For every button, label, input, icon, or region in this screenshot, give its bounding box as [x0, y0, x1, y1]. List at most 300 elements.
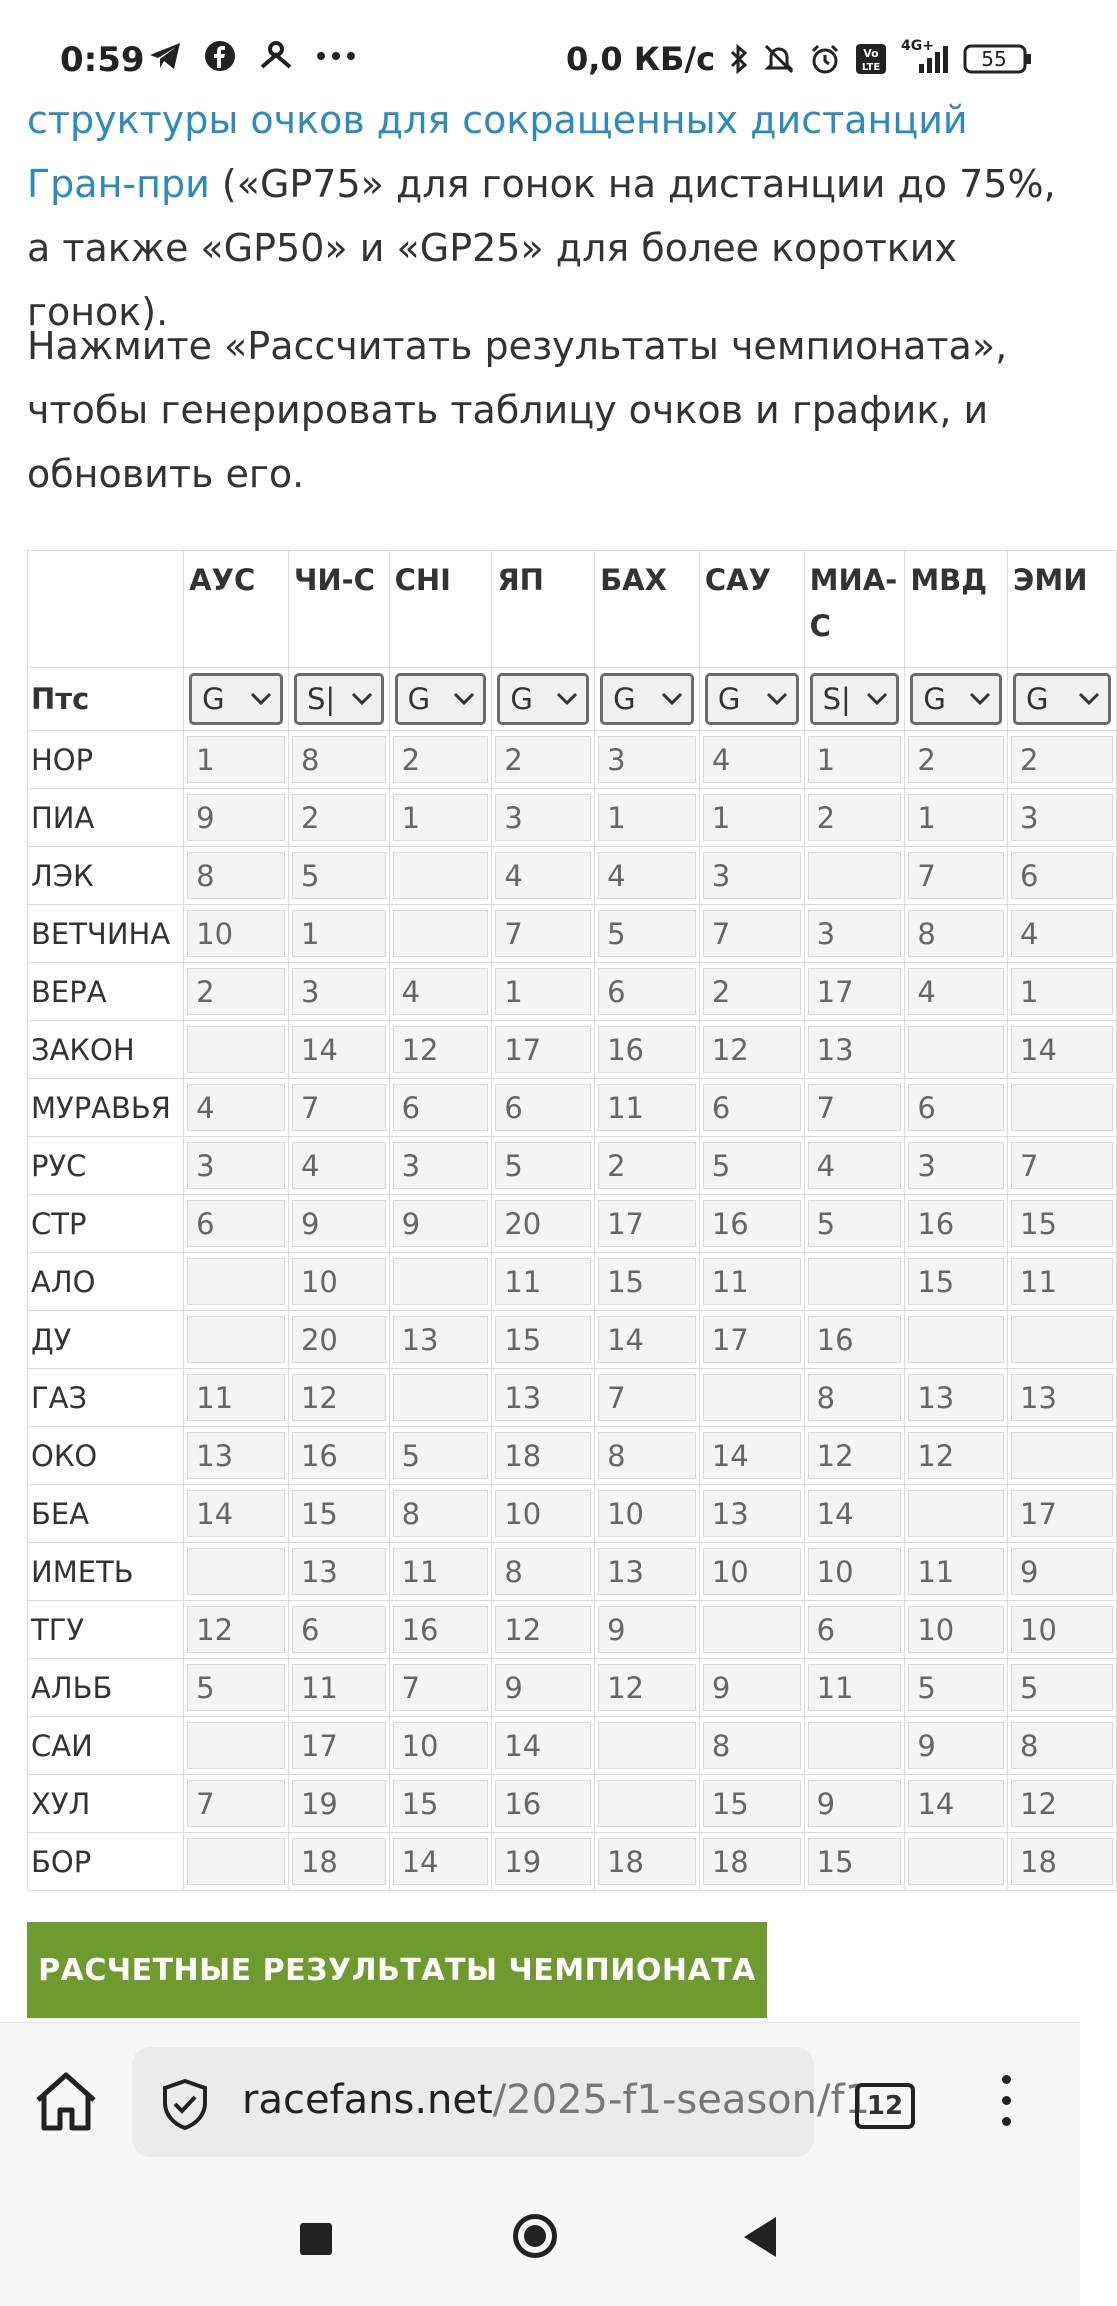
position-cell: [1008, 1195, 1117, 1253]
position-input[interactable]: 14: [703, 1432, 801, 1479]
menu-button[interactable]: [996, 2075, 1016, 2135]
position-cell: [595, 1021, 700, 1079]
position-cell: [804, 1253, 905, 1311]
shield-icon[interactable]: [158, 2077, 212, 2135]
position-input[interactable]: [1011, 1432, 1113, 1479]
position-input[interactable]: 10: [393, 1722, 489, 1769]
chevron-down-icon: [969, 687, 991, 711]
position-cell: [804, 1659, 905, 1717]
position-input[interactable]: 9: [598, 1606, 696, 1653]
position-cell: [699, 1079, 804, 1137]
position-cell: [804, 1079, 905, 1137]
position-cell: [804, 1543, 905, 1601]
position-input[interactable]: 9: [808, 1780, 902, 1827]
position-input[interactable]: 18: [495, 1432, 591, 1479]
points-system-select[interactable]: [395, 673, 487, 725]
position-input[interactable]: [393, 1258, 489, 1305]
race-column-header: ЭМИ: [1008, 551, 1117, 668]
position-input[interactable]: [1011, 1316, 1113, 1363]
position-cell: [389, 1543, 492, 1601]
position-input[interactable]: 2: [393, 736, 489, 783]
position-input[interactable]: 5: [393, 1432, 489, 1479]
position-cell: [492, 1137, 595, 1195]
position-input[interactable]: 5: [292, 852, 386, 899]
position-cell: [389, 1137, 492, 1195]
position-input[interactable]: 11: [187, 1374, 285, 1421]
position-input[interactable]: 1: [393, 794, 489, 841]
position-input[interactable]: [703, 1606, 801, 1653]
position-input[interactable]: 6: [495, 1084, 591, 1131]
network-speed: 0,0 КБ/с: [566, 40, 716, 78]
table-row: [28, 789, 1117, 847]
position-input[interactable]: 15: [393, 1780, 489, 1827]
position-cell: [288, 847, 389, 905]
position-input[interactable]: 11: [495, 1258, 591, 1305]
position-cell: [184, 1427, 289, 1485]
position-input[interactable]: 4: [187, 1084, 285, 1131]
position-input[interactable]: 8: [703, 1722, 801, 1769]
position-cell: [389, 1195, 492, 1253]
position-input[interactable]: 18: [598, 1838, 696, 1885]
table-row: [28, 1137, 1117, 1195]
position-input[interactable]: 14: [495, 1722, 591, 1769]
results-table-scroll[interactable]: [27, 550, 1088, 1879]
position-input[interactable]: 17: [292, 1722, 386, 1769]
position-input[interactable]: 8: [908, 910, 1004, 957]
position-input[interactable]: 9: [187, 794, 285, 841]
position-input[interactable]: 2: [187, 968, 285, 1015]
position-cell: [804, 1311, 905, 1369]
position-input[interactable]: [808, 1258, 902, 1305]
position-input[interactable]: 1: [703, 794, 801, 841]
position-input[interactable]: 5: [187, 1664, 285, 1711]
points-system-select[interactable]: [705, 673, 799, 725]
position-input[interactable]: 14: [292, 1026, 386, 1073]
position-input[interactable]: 2: [703, 968, 801, 1015]
position-input[interactable]: 6: [1011, 852, 1113, 899]
position-input[interactable]: 8: [393, 1490, 489, 1537]
position-cell: [389, 1601, 492, 1659]
position-input[interactable]: 4: [908, 968, 1004, 1015]
position-cell: [1008, 963, 1117, 1021]
position-input[interactable]: 15: [1011, 1200, 1113, 1247]
position-input[interactable]: 11: [292, 1664, 386, 1711]
position-input[interactable]: 1: [1011, 968, 1113, 1015]
position-cell: [905, 1311, 1008, 1369]
position-input[interactable]: 14: [908, 1780, 1004, 1827]
position-input[interactable]: 3: [393, 1142, 489, 1189]
position-cell: [389, 1775, 492, 1833]
position-input[interactable]: [187, 1838, 285, 1885]
position-input[interactable]: 12: [598, 1664, 696, 1711]
position-input[interactable]: 13: [393, 1316, 489, 1363]
recents-button[interactable]: [300, 2223, 332, 2255]
position-cell: [184, 1079, 289, 1137]
position-input[interactable]: 1: [808, 736, 902, 783]
position-input[interactable]: 7: [187, 1780, 285, 1827]
position-cell: [804, 963, 905, 1021]
position-input[interactable]: [908, 1026, 1004, 1073]
position-input[interactable]: 12: [393, 1026, 489, 1073]
position-input[interactable]: 4: [598, 852, 696, 899]
position-input[interactable]: [908, 1316, 1004, 1363]
position-input[interactable]: 13: [908, 1374, 1004, 1421]
article-paragraph-instructions: Нажмите «Рассчитать результаты чемпионата», чтобы генерировать таблицу очков и график, и обновить его.: [27, 324, 1008, 496]
position-cell: [699, 847, 804, 905]
position-input[interactable]: 2: [1011, 736, 1113, 783]
position-cell: [905, 731, 1008, 789]
position-input[interactable]: 4: [393, 968, 489, 1015]
position-input[interactable]: 3: [908, 1142, 1004, 1189]
points-system-select[interactable]: [600, 673, 694, 725]
position-input[interactable]: 17: [495, 1026, 591, 1073]
table-row: [28, 1601, 1117, 1659]
home-nav-button[interactable]: [513, 2214, 557, 2258]
position-cell: [1008, 1079, 1117, 1137]
position-input[interactable]: 3: [187, 1142, 285, 1189]
position-input[interactable]: 13: [495, 1374, 591, 1421]
points-structure-link[interactable]: структуры очков для сокращенных дистанций Гран-при: [27, 98, 968, 206]
position-input[interactable]: 10: [495, 1490, 591, 1537]
position-input[interactable]: 5: [703, 1142, 801, 1189]
chevron-down-icon: [250, 687, 272, 711]
position-input[interactable]: 4: [495, 852, 591, 899]
position-cell: [905, 1253, 1008, 1311]
position-input[interactable]: 17: [1011, 1490, 1113, 1537]
position-input[interactable]: 6: [187, 1200, 285, 1247]
points-select-cell: [184, 668, 289, 731]
position-input[interactable]: 19: [495, 1838, 591, 1885]
position-input[interactable]: 12: [808, 1432, 902, 1479]
tabs-button[interactable]: [855, 2083, 915, 2129]
position-input[interactable]: 2: [598, 1142, 696, 1189]
position-input[interactable]: 4: [1011, 910, 1113, 957]
position-input[interactable]: 5: [495, 1142, 591, 1189]
position-input[interactable]: 3: [598, 736, 696, 783]
position-input[interactable]: 3: [703, 852, 801, 899]
position-input[interactable]: [703, 1374, 801, 1421]
points-system-value: G: [613, 682, 636, 716]
position-cell: [492, 1601, 595, 1659]
back-button[interactable]: [744, 2217, 776, 2257]
position-input[interactable]: 10: [292, 1258, 386, 1305]
position-cell: [595, 1775, 700, 1833]
position-cell: [184, 1369, 289, 1427]
position-input[interactable]: 12: [187, 1606, 285, 1653]
position-input[interactable]: 3: [495, 794, 591, 841]
position-input[interactable]: [187, 1026, 285, 1073]
position-input[interactable]: 1: [598, 794, 696, 841]
position-input[interactable]: 6: [808, 1606, 902, 1653]
position-input[interactable]: 4: [292, 1142, 386, 1189]
position-cell: [288, 1311, 389, 1369]
position-cell: [905, 905, 1008, 963]
position-input[interactable]: 3: [808, 910, 902, 957]
position-input[interactable]: 5: [1011, 1664, 1113, 1711]
position-input[interactable]: [187, 1548, 285, 1595]
position-input[interactable]: 10: [703, 1548, 801, 1595]
position-input[interactable]: 1: [908, 794, 1004, 841]
position-input[interactable]: 18: [292, 1838, 386, 1885]
position-input[interactable]: 8: [495, 1548, 591, 1595]
chevron-down-icon: [453, 687, 475, 711]
position-input[interactable]: 5: [908, 1664, 1004, 1711]
position-input[interactable]: 9: [495, 1664, 591, 1711]
url-domain: racefans.net: [242, 2077, 493, 2123]
position-input[interactable]: 12: [908, 1432, 1004, 1479]
position-input[interactable]: 6: [598, 968, 696, 1015]
position-cell: [905, 1427, 1008, 1485]
position-input[interactable]: 16: [393, 1606, 489, 1653]
position-input[interactable]: 2: [808, 794, 902, 841]
position-input[interactable]: 7: [808, 1084, 902, 1131]
position-cell: [184, 847, 289, 905]
position-input[interactable]: 6: [393, 1084, 489, 1131]
position-cell: [492, 1369, 595, 1427]
position-input[interactable]: 14: [808, 1490, 902, 1537]
race-column-header: САУ: [699, 551, 804, 668]
address-bar[interactable]: [132, 2047, 871, 2157]
position-cell: [288, 1485, 389, 1543]
position-input[interactable]: 7: [598, 1374, 696, 1421]
points-system-select[interactable]: [810, 673, 900, 725]
svg-text:Vo: Vo: [863, 47, 879, 60]
home-button[interactable]: [32, 2070, 100, 2132]
position-cell: [595, 1079, 700, 1137]
position-input[interactable]: 17: [598, 1200, 696, 1247]
position-input[interactable]: 5: [808, 1200, 902, 1247]
position-input[interactable]: 11: [808, 1664, 902, 1711]
position-input[interactable]: 16: [703, 1200, 801, 1247]
points-system-value: G: [202, 682, 225, 716]
position-input[interactable]: 1: [292, 910, 386, 957]
points-system-select[interactable]: [1013, 673, 1111, 725]
position-input[interactable]: 14: [1011, 1026, 1113, 1073]
position-cell: [699, 963, 804, 1021]
position-input[interactable]: 2: [495, 736, 591, 783]
position-cell: [184, 1717, 289, 1775]
position-input[interactable]: 16: [808, 1316, 902, 1363]
points-system-value: G: [407, 682, 431, 716]
position-input[interactable]: 11: [908, 1548, 1004, 1595]
position-input[interactable]: [393, 852, 489, 899]
position-input[interactable]: 7: [495, 910, 591, 957]
position-input[interactable]: 18: [1011, 1838, 1113, 1885]
position-input[interactable]: 8: [598, 1432, 696, 1479]
position-cell: [288, 1369, 389, 1427]
position-input[interactable]: 10: [908, 1606, 1004, 1653]
position-input[interactable]: 7: [393, 1664, 489, 1711]
driver-label: ПИА: [28, 789, 184, 847]
position-cell: [905, 847, 1008, 905]
position-input[interactable]: 16: [908, 1200, 1004, 1247]
position-cell: [804, 1021, 905, 1079]
position-input[interactable]: 12: [1011, 1780, 1113, 1827]
position-input[interactable]: 18: [703, 1838, 801, 1885]
table-row: [28, 1021, 1117, 1079]
points-system-value: S|: [306, 682, 336, 716]
position-input[interactable]: 8: [808, 1374, 902, 1421]
position-cell: [492, 1775, 595, 1833]
position-input[interactable]: 10: [808, 1548, 902, 1595]
position-input[interactable]: [393, 1374, 489, 1421]
position-cell: [288, 1021, 389, 1079]
position-input[interactable]: 13: [1011, 1374, 1113, 1421]
position-input[interactable]: 8: [1011, 1722, 1113, 1769]
position-input[interactable]: 9: [292, 1200, 386, 1247]
points-system-select[interactable]: [189, 673, 283, 725]
points-system-value: G: [717, 682, 741, 716]
position-input[interactable]: 14: [393, 1838, 489, 1885]
position-cell: [699, 1021, 804, 1079]
position-input[interactable]: 15: [908, 1258, 1004, 1305]
position-input[interactable]: 9: [908, 1722, 1004, 1769]
position-input[interactable]: 16: [495, 1780, 591, 1827]
points-system-select[interactable]: [294, 673, 384, 725]
position-input[interactable]: [187, 1722, 285, 1769]
position-input[interactable]: 3: [1011, 794, 1113, 841]
position-cell: [1008, 1137, 1117, 1195]
driver-label: ЗАКОН: [28, 1021, 184, 1079]
position-input[interactable]: 20: [292, 1316, 386, 1363]
position-input[interactable]: 1: [187, 736, 285, 783]
calculate-championship-button[interactable]: РАСЧЕТНЫЕ РЕЗУЛЬТАТЫ ЧЕМПИОНАТА: [27, 1922, 767, 2018]
points-system-select[interactable]: [497, 673, 589, 725]
position-cell: [184, 1253, 289, 1311]
position-cell: [595, 731, 700, 789]
position-input[interactable]: 9: [393, 1200, 489, 1247]
position-input[interactable]: 13: [598, 1548, 696, 1595]
position-input[interactable]: 7: [292, 1084, 386, 1131]
position-input[interactable]: 14: [598, 1316, 696, 1363]
position-input[interactable]: 15: [292, 1490, 386, 1537]
position-input[interactable]: 14: [187, 1490, 285, 1537]
position-input[interactable]: 15: [495, 1316, 591, 1363]
position-input[interactable]: 10: [1011, 1606, 1113, 1653]
position-input[interactable]: 2: [908, 736, 1004, 783]
position-input[interactable]: [187, 1316, 285, 1363]
position-cell: [184, 731, 289, 789]
position-cell: [288, 905, 389, 963]
position-input[interactable]: 16: [598, 1026, 696, 1073]
position-cell: [595, 1717, 700, 1775]
position-input[interactable]: 1: [495, 968, 591, 1015]
position-input[interactable]: 6: [703, 1084, 801, 1131]
position-cell: [389, 1311, 492, 1369]
position-input[interactable]: [908, 1838, 1004, 1885]
position-cell: [905, 963, 1008, 1021]
chevron-down-icon: [351, 687, 373, 711]
position-input[interactable]: 17: [703, 1316, 801, 1363]
position-input[interactable]: 7: [703, 910, 801, 957]
position-input[interactable]: 13: [292, 1548, 386, 1595]
position-cell: [184, 1021, 289, 1079]
position-input[interactable]: 7: [908, 852, 1004, 899]
position-cell: [492, 1659, 595, 1717]
position-input[interactable]: 12: [703, 1026, 801, 1073]
position-input[interactable]: 4: [808, 1142, 902, 1189]
position-input[interactable]: [808, 1722, 902, 1769]
position-input[interactable]: 9: [1011, 1548, 1113, 1595]
position-cell: [389, 905, 492, 963]
position-cell: [288, 1775, 389, 1833]
position-cell: [595, 1543, 700, 1601]
position-input[interactable]: 20: [495, 1200, 591, 1247]
mute-icon: [763, 43, 795, 75]
position-cell: [905, 1369, 1008, 1427]
position-input[interactable]: 3: [292, 968, 386, 1015]
position-input[interactable]: [598, 1722, 696, 1769]
position-input[interactable]: [908, 1490, 1004, 1537]
position-cell: [804, 1137, 905, 1195]
position-input[interactable]: 6: [292, 1606, 386, 1653]
points-system-value: G: [1026, 682, 1049, 716]
position-input[interactable]: 11: [703, 1258, 801, 1305]
position-input[interactable]: [808, 852, 902, 899]
position-input[interactable]: 17: [808, 968, 902, 1015]
position-input[interactable]: 8: [292, 736, 386, 783]
position-input[interactable]: 12: [495, 1606, 591, 1653]
position-input[interactable]: 11: [393, 1548, 489, 1595]
position-input[interactable]: 4: [703, 736, 801, 783]
position-cell: [804, 1485, 905, 1543]
position-input[interactable]: 15: [703, 1780, 801, 1827]
position-cell: [595, 1137, 700, 1195]
position-input[interactable]: 13: [703, 1490, 801, 1537]
driver-label: ВЕРА: [28, 963, 184, 1021]
signal-icon: [901, 38, 949, 74]
position-cell: [905, 789, 1008, 847]
position-input[interactable]: 11: [598, 1084, 696, 1131]
position-input[interactable]: [1011, 1084, 1113, 1131]
position-input[interactable]: [598, 1780, 696, 1827]
position-input[interactable]: [187, 1258, 285, 1305]
table-row: [28, 731, 1117, 789]
position-input[interactable]: [393, 910, 489, 957]
position-input[interactable]: 7: [1011, 1142, 1113, 1189]
points-select-cell: [905, 668, 1008, 731]
position-input[interactable]: 16: [292, 1432, 386, 1479]
position-cell: [184, 1543, 289, 1601]
position-input[interactable]: 11: [1011, 1258, 1113, 1305]
position-input[interactable]: 12: [292, 1374, 386, 1421]
position-cell: [699, 1253, 804, 1311]
points-system-row: [28, 668, 1117, 731]
points-select-cell: [1008, 668, 1117, 731]
position-input[interactable]: 13: [808, 1026, 902, 1073]
position-input[interactable]: 2: [292, 794, 386, 841]
position-cell: [595, 905, 700, 963]
points-select-cell: [595, 668, 700, 731]
position-input[interactable]: 9: [703, 1664, 801, 1711]
position-cell: [492, 1543, 595, 1601]
position-input[interactable]: 10: [187, 910, 285, 957]
points-system-select[interactable]: [910, 673, 1002, 725]
position-input[interactable]: 8: [187, 852, 285, 899]
position-input[interactable]: 19: [292, 1780, 386, 1827]
position-input[interactable]: 6: [908, 1084, 1004, 1131]
position-input[interactable]: 5: [598, 910, 696, 957]
driver-label: ХУЛ: [28, 1775, 184, 1833]
position-input[interactable]: 10: [598, 1490, 696, 1537]
position-cell: [699, 1717, 804, 1775]
position-cell: [184, 1311, 289, 1369]
position-input[interactable]: 13: [187, 1432, 285, 1479]
position-cell: [699, 1369, 804, 1427]
position-cell: [804, 731, 905, 789]
position-input[interactable]: 15: [598, 1258, 696, 1305]
position-input[interactable]: 15: [808, 1838, 902, 1885]
